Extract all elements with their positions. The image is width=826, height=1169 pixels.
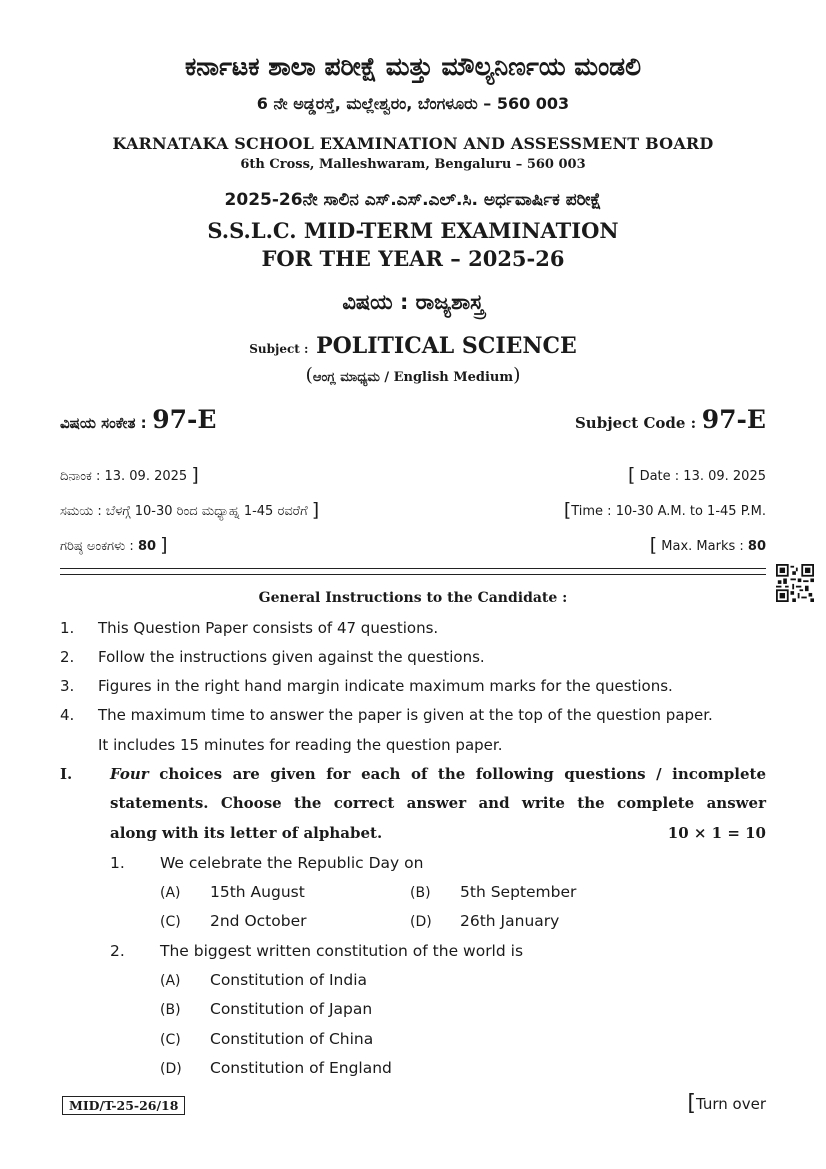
max-marks-kannada-value: 80 (137, 539, 157, 554)
exam-title-english-line1: S.S.L.C. MID-TERM EXAMINATION (207, 218, 619, 243)
time-kannada: ಸಮಯ : ಬೆಳಗ್ಗೆ 10-30 ರಿಂದ ಮಧ್ಯಾಹ್ನ 1-45 ರವರೆಗೆ ] (60, 499, 320, 521)
subject-label: Subject : (249, 342, 309, 356)
question-text: We celebrate the Republic Day on (160, 854, 424, 872)
instruction-text-continued: It includes 15 minutes for reading the question paper. (98, 736, 503, 754)
board-address-english: 6th Cross, Malleshwaram, Bengaluru – 560 003 (240, 157, 586, 172)
option-label: (D) (160, 1061, 182, 1077)
max-marks-english: [ Max. Marks : 80 (649, 534, 766, 556)
option-text: 2nd October (210, 912, 307, 930)
paper-code: MID/T-25-26/18 (62, 1096, 185, 1115)
instruction-number: 3. (60, 677, 75, 695)
board-address-kannada: 6 ನೇ ಅಡ್ಡರಸ್ತೆ, ಮಲ್ಲೇಶ್ವರಂ, ಬೆಂಗಳೂರು – 560 003 (256, 94, 570, 113)
date-kannada: ದಿನಾಂಕ : 13. 09. 2025 ] (60, 464, 199, 486)
option-label: (C) (160, 1032, 181, 1048)
section-instruction-line3: along with its letter of alphabet. (110, 824, 383, 842)
option-label: (B) (410, 885, 431, 901)
option-label: (B) (160, 1002, 181, 1018)
option-label: (A) (160, 885, 181, 901)
option-label: (D) (410, 914, 432, 930)
instruction-number: 4. (60, 706, 75, 724)
option-text: Constitution of China (210, 1030, 374, 1048)
time-kannada-text: ಸಮಯ : ಬೆಳಗ್ಗೆ 10-30 ರಿಂದ ಮಧ್ಯಾಹ್ನ 1-45 ರವರೆಗೆ (60, 504, 308, 519)
date-english-text: Date : 13. 09. 2025 (639, 469, 766, 484)
instruction-number: 2. (60, 648, 75, 666)
subject-code-kannada-value: 97-E (152, 405, 217, 434)
divider-bottom (60, 574, 766, 575)
instruction-text: The maximum time to answer the paper is given at the top of the question paper. (98, 706, 713, 724)
option-text: 26th January (460, 912, 560, 930)
section-line1-text: choices are given for each of the following questions / incomplete (159, 765, 766, 783)
max-marks-kannada-label: ಗರಿಷ್ಠ ಅಂಕಗಳು : (60, 539, 134, 554)
divider-top (60, 568, 766, 569)
exam-title-english-line2: FOR THE YEAR – 2025-26 (261, 246, 565, 271)
turn-over-text: Turn over (695, 1095, 766, 1113)
exam-title-kannada: 2025-26ನೇ ಸಾಲಿನ ಎಸ್.ಎಸ್.ಎಲ್.ಸಿ. ಅರ್ಧವಾರ್ಷಿಕ ಪರೀಕ್ಷೆ (224, 190, 602, 210)
board-name-english: KARNATAKA SCHOOL EXAMINATION AND ASSESSMENT BOARD (112, 134, 714, 153)
option-label: (C) (160, 914, 181, 930)
subject-code-english-value: 97-E (701, 405, 766, 434)
board-name-kannada: ಕರ್ನಾಟಕ ಶಾಲಾ ಪರೀಕ್ಷೆ ಮತ್ತು ಮೌಲ್ಯನಿರ್ಣಯ ಮಂಡಲಿ (185, 52, 641, 81)
instruction-text: This Question Paper consists of 47 questions. (98, 619, 439, 637)
medium-text: ಆಂಗ್ಲ ಮಾಧ್ಯಮ / English Medium (312, 370, 514, 385)
subject-name: POLITICAL SCIENCE (316, 333, 577, 359)
subject-line (0, 333, 826, 359)
subject-code-english (575, 405, 766, 434)
section-instruction-line1 (110, 765, 766, 783)
date-kannada-text: ದಿನಾಂಕ : 13. 09. 2025 (60, 469, 188, 484)
subject-code-kannada-label: ವಿಷಯ ಸಂಕೇತ : (60, 414, 147, 432)
question-number: 2. (110, 942, 125, 960)
subject-kannada: ವಿಷಯ : ರಾಜ್ಯಶಾಸ್ತ್ರ (342, 290, 484, 314)
option-text: 15th August (210, 883, 305, 901)
time-english-text: Time : 10-30 A.M. to 1-45 P.M. (571, 504, 766, 519)
option-text: Constitution of India (210, 971, 368, 989)
instruction-number: 1. (60, 619, 75, 637)
turn-over: [Turn over (687, 1091, 766, 1116)
section-lead-word: Four (110, 765, 149, 783)
medium-line: (ಆಂಗ್ಲ ಮಾಧ್ಯಮ / English Medium) (305, 364, 521, 386)
max-marks-kannada: ಗರಿಷ್ಠ ಅಂಕಗಳು : 80 ] (60, 534, 168, 556)
question-text: The biggest written constitution of the world is (160, 942, 524, 960)
section-instruction-line2: statements. Choose the correct answer and write the complete answer (110, 794, 766, 812)
instruction-text: Figures in the right hand margin indicate maximum marks for the questions. (98, 677, 673, 695)
max-marks-english-label: Max. Marks : (661, 539, 744, 554)
date-english: [ Date : 13. 09. 2025 (628, 464, 766, 486)
section-marks: 10 × 1 = 10 (667, 824, 766, 842)
option-label: (A) (160, 973, 181, 989)
instruction-text: Follow the instructions given against the questions. (98, 648, 485, 666)
section-number: I. (60, 765, 73, 783)
option-text: Constitution of Japan (210, 1000, 373, 1018)
option-text: Constitution of England (210, 1059, 392, 1077)
max-marks-english-value: 80 (747, 539, 766, 554)
subject-code-english-label: Subject Code : (574, 414, 697, 432)
question-number: 1. (110, 854, 125, 872)
option-text: 5th September (460, 883, 577, 901)
subject-code-kannada (60, 405, 216, 434)
instructions-heading: General Instructions to the Candidate : (258, 590, 568, 606)
time-english: [Time : 10-30 A.M. to 1-45 P.M. (563, 499, 766, 521)
